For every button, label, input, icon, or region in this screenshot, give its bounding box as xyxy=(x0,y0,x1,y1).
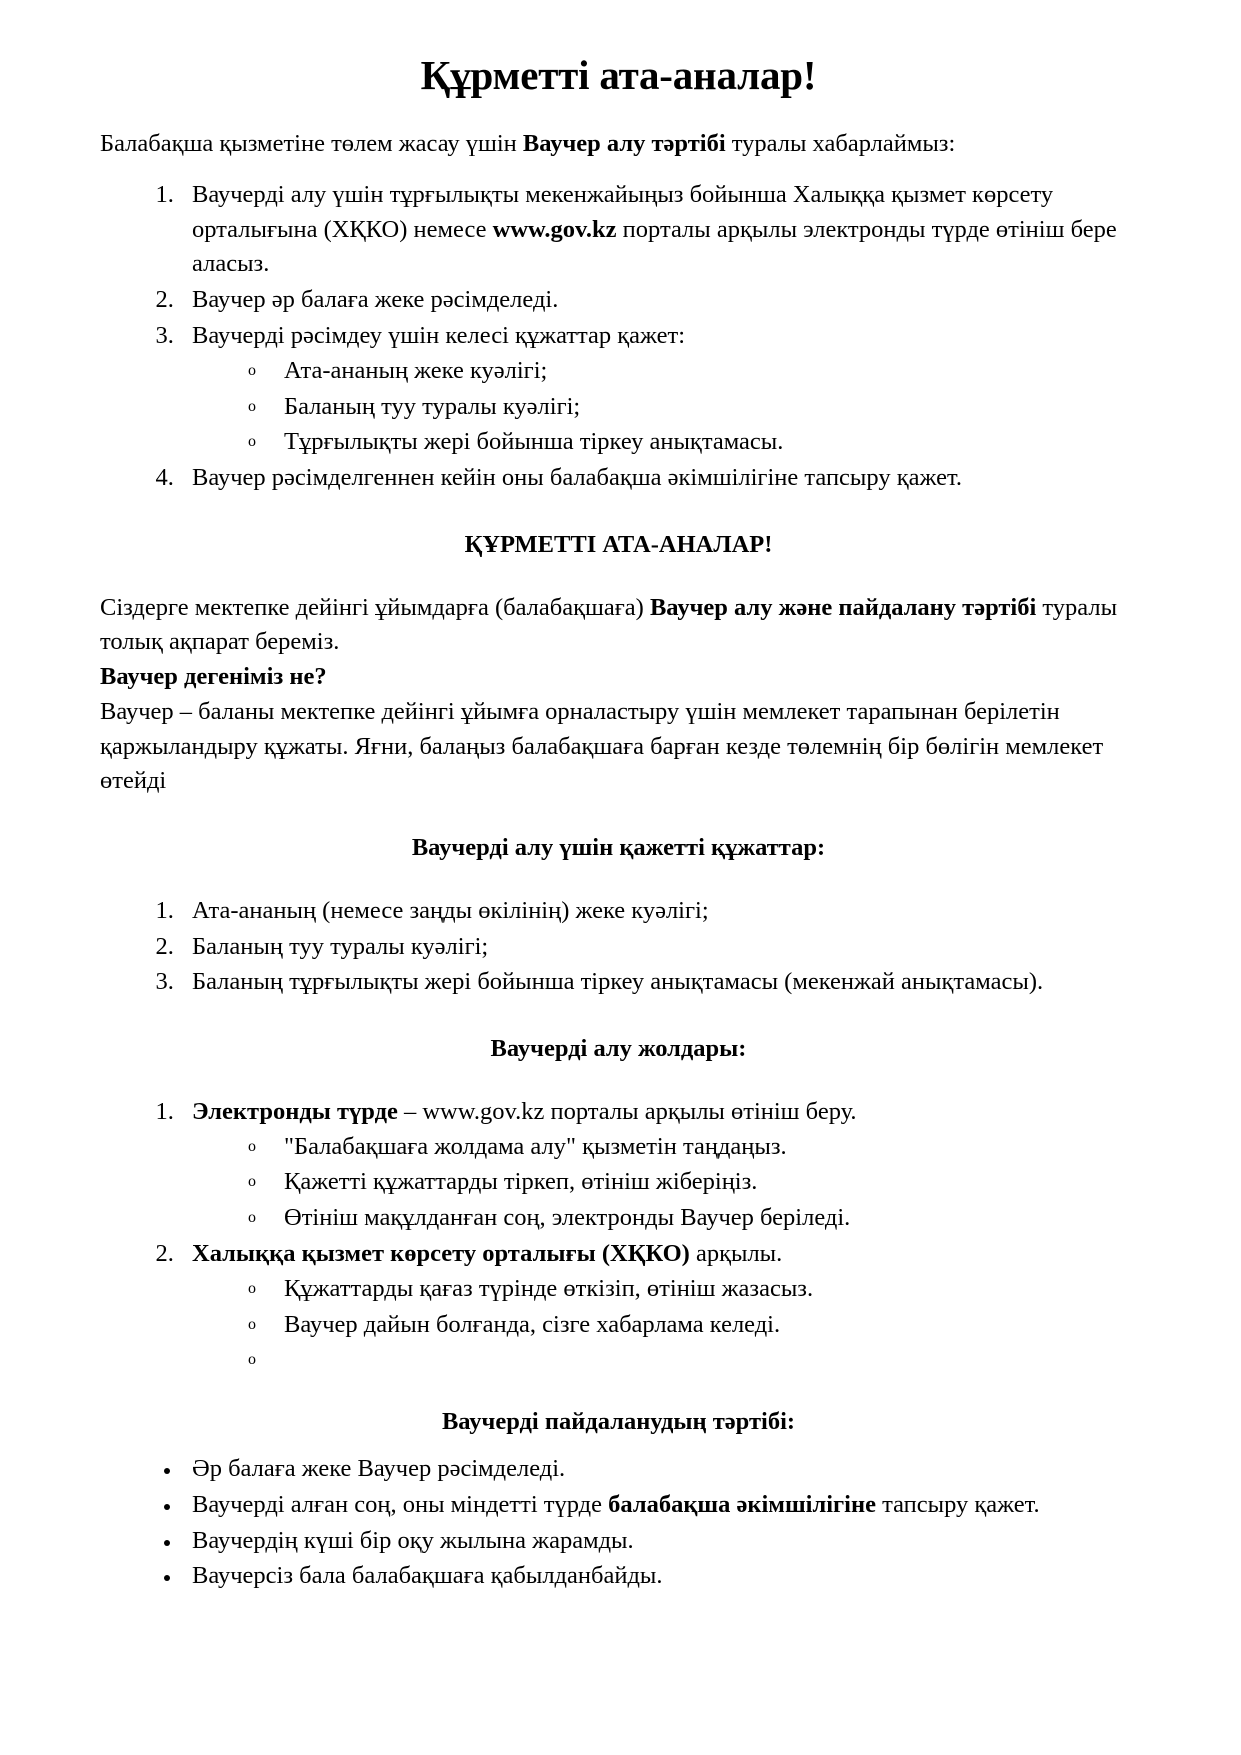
list-item-text-after: тапсыру қажет. xyxy=(875,1490,1040,1518)
section-heading-usage-rules: Ваучерді пайдаланудың тәртібі: xyxy=(441,1408,796,1436)
info-text-bold: Ваучер алу және пайдалану тәртібі xyxy=(649,593,1037,621)
section-heading-required-documents: Ваучерді алу үшін қажетті құжаттар: xyxy=(411,834,826,862)
list-item: 2. Ваучер әр балаға жеке рәсімделеді. xyxy=(180,283,1137,318)
list-item: 1. Ата-ананың (немесе заңды өкілінің) жеке куәлігі; xyxy=(180,894,1137,929)
required-documents-sublist xyxy=(192,354,1137,460)
list-item: o Тұрғылықты жері бойынша тіркеу анықтамасы. xyxy=(242,425,1137,460)
info-text-before: Сіздерге мектепке дейінгі ұйымдарға (балабақшаға) xyxy=(100,593,650,621)
list-item-text-bold: Электронды түрде xyxy=(192,1097,398,1125)
list-item: o Құжаттарды қағаз түрінде өткізіп, өтініш жазасыз. xyxy=(242,1272,1137,1307)
intro-text-bold: Ваучер алу тәртібі xyxy=(522,130,726,158)
ways-to-obtain-list xyxy=(100,1095,1137,1377)
intro-text-before: Балабақша қызметіне төлем жасау үшін xyxy=(100,130,523,158)
list-item: o "Балабақшаға жолдама алу" қызметін таңдаңыз. xyxy=(242,1130,1137,1165)
list-item: o Ваучер дайын болғанда, сізге хабарлама келеді. xyxy=(242,1308,1137,1343)
document-title: Құрметті ата-аналар! xyxy=(420,52,817,98)
list-item-text-before: Ваучерді алу үшін тұрғылықты мекенжайыңыз бойынша Халыққа қызмет көрсету орталығына (ХҚКО) немесе xyxy=(192,180,1054,243)
definition-paragraph: Ваучер – баланы мектепке дейінгі ұйымға орналастыру үшін мемлекет тарапынан берілетін қаржыландыру құжаты. Яғни, балаңыз балабақшаға барған кезде төлемнің бір бөлігін мемлекет өтейді xyxy=(100,697,1104,795)
intro-paragraph xyxy=(100,127,1137,162)
section-heading-dear-parents: ҚҰРМЕТТІ АТА-АНАЛАР! xyxy=(464,530,773,558)
info-paragraph xyxy=(100,591,1137,661)
list-item-text: Ваучерді рәсімдеу үшін келесі құжаттар қажет: xyxy=(192,322,686,350)
voucher-procedure-list xyxy=(100,178,1137,496)
list-item: 2. Баланың туу туралы куәлігі; xyxy=(180,930,1137,965)
list-item: o Баланың туу туралы куәлігі; xyxy=(242,390,1137,425)
list-item: Ваучерсіз бала балабақшаға қабылданбайды. xyxy=(154,1559,1137,1594)
list-item xyxy=(180,1237,1137,1377)
electronic-steps-sublist xyxy=(192,1130,1137,1236)
question-heading: Ваучер дегеніміз не? xyxy=(100,663,327,691)
usage-rules-list xyxy=(100,1452,1137,1594)
list-item xyxy=(154,1488,1137,1523)
list-item-text-after: порталы арқылы электронды түрде өтініш бере аласыз. xyxy=(192,215,1117,278)
list-item-empty xyxy=(242,1343,1137,1377)
list-item: o Қажетті құжаттарды тіркеп, өтініш жіберіңіз. xyxy=(242,1165,1137,1200)
list-item xyxy=(180,178,1137,282)
required-documents-list xyxy=(100,894,1137,1000)
section-heading-ways-to-get: Ваучерді алу жолдары: xyxy=(490,1035,747,1063)
list-item-text: – www.gov.kz порталы арқылы өтініш беру. xyxy=(397,1097,857,1125)
service-center-steps-sublist xyxy=(192,1272,1137,1378)
intro-text-after: туралы хабарлаймыз: xyxy=(725,130,956,158)
info-text-after: туралы толық ақпарат береміз. xyxy=(100,593,1118,656)
list-item-text-bold: балабақша әкімшілігіне xyxy=(608,1490,876,1518)
list-item xyxy=(180,1095,1137,1236)
list-item: 4. Ваучер рәсімделгеннен кейін оны балабақша әкімшілігіне тапсыру қажет. xyxy=(180,461,1137,496)
list-item-text: арқылы. xyxy=(689,1239,783,1267)
list-item: 3. Баланың тұрғылықты жері бойынша тіркеу анықтамасы (мекенжай анықтамасы). xyxy=(180,965,1137,1000)
list-item-text-before: Ваучерді алған соң, оны міндетті түрде xyxy=(192,1490,609,1518)
list-item: Әр балаға жеке Ваучер рәсімделеді. xyxy=(154,1452,1137,1487)
list-item: o Өтініш мақұлданған соң, электронды Ваучер беріледі. xyxy=(242,1201,1137,1236)
list-item: o Ата-ананың жеке куәлігі; xyxy=(242,354,1137,389)
list-item-text-bold: Халыққа қызмет көрсету орталығы (ХҚКО) xyxy=(192,1239,690,1267)
list-item-text-bold: www.gov.kz xyxy=(492,215,617,243)
list-item: Ваучердің күші бір оқу жылына жарамды. xyxy=(154,1524,1137,1559)
list-item xyxy=(180,319,1137,460)
